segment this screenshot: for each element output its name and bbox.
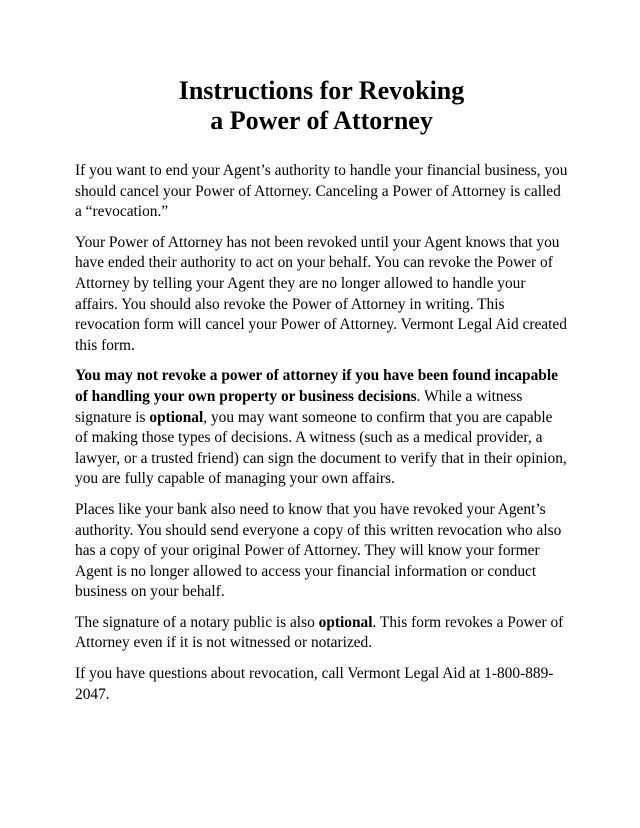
paragraph-capacity <box>75 366 568 490</box>
capacity-text-end: , you may want someone to confirm that you are capable of making those types of decisions. A witness (such as a medical provider, a lawyer, or a trusted friend) can sign the document to verify that in their opinion, you are fully capable of managing your own affairs. <box>75 408 567 488</box>
paragraph-contact: If you have questions about revocation, call Vermont Legal Aid at 1-800-889-2047. <box>75 665 554 703</box>
paragraph-notary <box>75 613 568 654</box>
optional-bold-1: optional <box>149 408 204 426</box>
capacity-text-mid: . While a witness signature is <box>75 387 523 426</box>
paragraph-revocation-notice: Your Power of Attorney has not been revoked until your Agent knows that you have ended their authority to act on your behalf. You can revoke the Power of Attorney by telling your Agent they are no longer allowed to handle your affairs. You should also revoke the Power of Attorney in writing. This revocation form will cancel your Power of Attorney. Vermont Legal Aid created this form. <box>75 233 567 354</box>
paragraph-intro: If you want to end your Agent’s authority to handle your financial business, you should cancel your Power of Attorney. Canceling a Power of Attorney is called a “revocation.” <box>75 162 568 221</box>
notary-text-start: The signature of a notary public is also <box>75 613 319 631</box>
title-line-2: a Power of Attorney <box>210 106 433 135</box>
optional-bold-2: optional <box>318 613 373 631</box>
paragraph-bank-notice: Places like your bank also need to know that you have revoked your Agent’s authority. You should send everyone a copy of this written revocation who also has a copy of your original Power of Attorney. They will know your former Agent is no longer allowed to access your financial information or conduct business on your behalf. <box>75 500 562 601</box>
notary-text-end: . This form revokes a Power of Attorney even if it is not witnessed or notarized. <box>75 613 564 652</box>
document-title <box>75 76 568 136</box>
capacity-warning-bold: You may not revoke a power of attorney if you have been found incapable of handling your own property or business decisions <box>75 367 558 405</box>
title-line-1: Instructions for Revoking <box>178 76 465 105</box>
